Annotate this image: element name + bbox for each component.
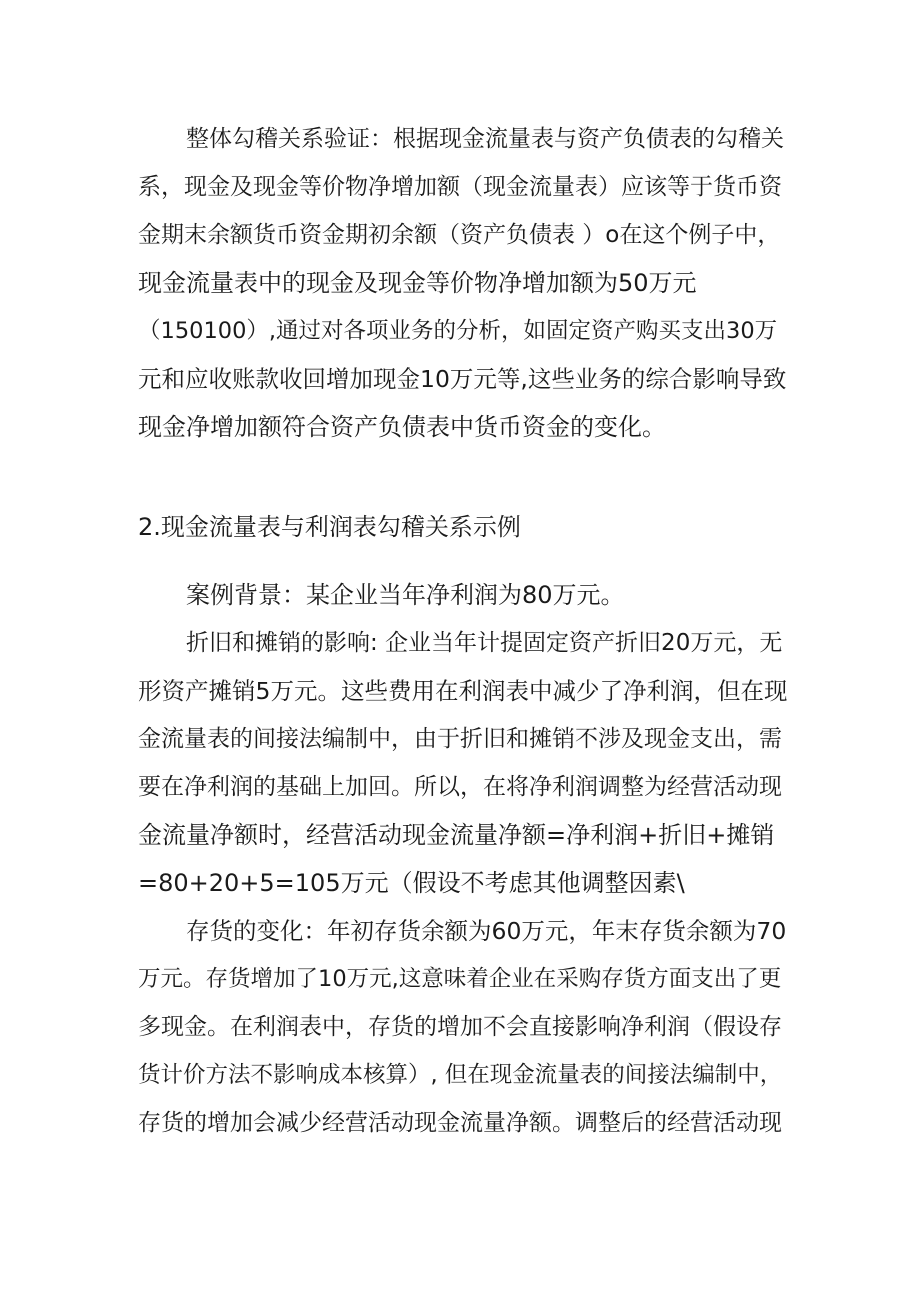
text-line: 系，现金及现金等价物净增加额（现金流量表）应该等于货币资 [138,174,782,200]
text-line: 存货的变化：年初存货余额为60万元，年末存货余额为70 [186,917,787,945]
text-line: 多现金。在利润表中，存货的增加不会直接影响净利润（假设存 [138,1014,782,1040]
text-line: 万元。存货增加了10万元,这意味着企业在采购存货方面支出了更 [138,966,782,992]
text-line: （150100）,通过对各项业务的分析，如固定资产购买支出30万 [138,318,778,344]
verification-paragraph [138,115,788,451]
text-line: =80+20+5=105万元（假设不考虑其他调整因素\ [138,869,685,897]
text-line: 货计价方法不影响成本核算）, 但在现金流量表的间接法编制中， [138,1062,783,1088]
text-line: 要在净利润的基础上加回。所以，在将净利润调整为经营活动现 [138,774,782,800]
text-line: 金期末余额货币资金期初余额（资产负债表 ）o在这个例子中， [138,222,781,248]
text-line: 金流量表的间接法编制中，由于折旧和摊销不涉及现金支出，需 [138,726,782,752]
text-line: 元和应收账款收回增加现金10万元等,这些业务的综合影响导致 [138,365,787,393]
text-line: 现金流量表中的现金及现金等价物净增加额为50万元 [138,269,697,297]
section-heading [138,503,788,551]
text-line: 现金净增加额符合资产负债表中货币资金的变化。 [138,413,666,441]
text-line: 整体勾稽关系验证：根据现金流量表与资产负债表的勾稽关 [186,126,784,152]
text-line: 存货的增加会减少经营活动现金流量净额。调整后的经营活动现 [138,1110,782,1136]
section-heading-text: 2.现金流量表与利润表勾稽关系示例 [138,513,521,541]
text-line: 案例背景：某企业当年净利润为80万元。 [186,581,625,609]
text-line: 折旧和摊销的影响: 企业当年计提固定资产折旧20万元，无 [186,630,783,656]
text-line: 金流量净额时，经营活动现金流量净额=净利润+折旧+摊销 [138,821,775,849]
example-paragraphs [138,571,788,1147]
text-line: 形资产摊销5万元。这些费用在利润表中减少了净利润，但在现 [138,677,788,705]
